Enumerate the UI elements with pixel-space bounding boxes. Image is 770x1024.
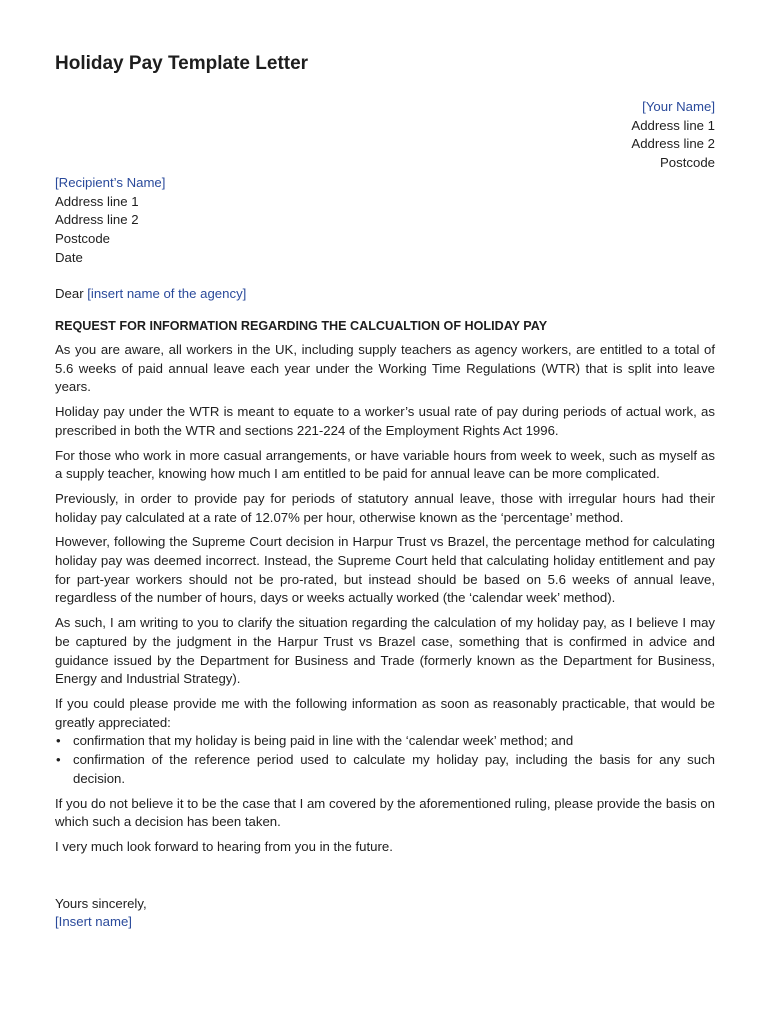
- salutation-prefix: Dear: [55, 286, 88, 302]
- recipient-address-line-1: Address line 1: [55, 193, 139, 209]
- list-item-text: confirmation that my holiday is being paid in line with the ‘calendar week’ method; and: [73, 733, 574, 749]
- paragraph: If you could please provide me with the following information as soon as reasonably practicable, that would be greatly appreciated:: [55, 695, 715, 730]
- sender-address: [55, 98, 715, 173]
- list-item: [56, 732, 715, 751]
- request-list: [55, 732, 715, 788]
- sender-address-line-1: Address line 1: [631, 117, 715, 133]
- paragraph: I very much look forward to hearing from you in the future.: [55, 838, 393, 854]
- salutation: [55, 285, 715, 304]
- recipient-address-line-2: Address line 2: [55, 212, 139, 228]
- list-item: [56, 751, 715, 788]
- paragraph: However, following the Supreme Court decision in Harpur Trust vs Brazel, the percentage method for calculating holiday pay was deemed incorrect. Instead, the Supreme Court held that calculating holiday entitlement and pay for part-year workers should not be pro-rated, but instead should be based on 5.6 weeks of annual leave, regardless of the number of hours, days or weeks actually worked (the ‘calendar week’ method).: [55, 534, 715, 606]
- sender-address-line-2: Address line 2: [631, 136, 715, 152]
- agency-name-placeholder: [insert name of the agency]: [87, 286, 247, 302]
- recipient-name: [Recipient’s Name]: [55, 174, 166, 190]
- bullet-icon: •: [56, 752, 61, 768]
- paragraph: As you are aware, all workers in the UK, including supply teachers as agency workers, are entitled to a total of 5.6 weeks of paid annual leave each year under the Working Time Regulations (WTR) that is split into leave years.: [55, 342, 715, 395]
- subject-line: REQUEST FOR INFORMATION REGARDING THE CALCUALTION OF HOLIDAY PAY: [55, 319, 548, 334]
- recipient-postcode: Postcode: [55, 230, 110, 246]
- page-title: Holiday Pay Template Letter: [55, 53, 309, 74]
- paragraph: Holiday pay under the WTR is meant to equate to a worker’s usual rate of pay during periods of actual work, as prescribed in both the WTR and sections 221-224 of the Employment Rights Act 1996.: [55, 404, 715, 438]
- letter-date: Date: [55, 249, 83, 265]
- bullet-icon: •: [56, 733, 61, 749]
- paragraph: If you do not believe it to be the case that I am covered by the aforementioned ruling, please provide the basis on which such a decision has been taken.: [55, 795, 715, 830]
- sender-postcode: Postcode: [660, 155, 715, 171]
- signoff: Yours sincerely,: [55, 895, 147, 911]
- list-item-text: confirmation of the reference period used to calculate my holiday pay, including the basis for any such decision.: [73, 752, 715, 786]
- sender-name: [Your Name]: [642, 99, 715, 114]
- recipient-address: [55, 174, 715, 268]
- letter-page: [55, 52, 715, 932]
- paragraph: For those who work in more casual arrangements, or have variable hours from week to week, such as myself as a supply teacher, knowing how much I am entitled to be paid for annual leave can be more complicated.: [55, 447, 715, 482]
- closing: [55, 895, 715, 932]
- signatory-name-placeholder: [Insert name]: [55, 914, 132, 930]
- paragraph: Previously, in order to provide pay for periods of statutory annual leave, those with irregular hours had their holiday pay calculated at a rate of 12.07% per hour, otherwise known as the ‘percentage’ method.: [55, 490, 715, 525]
- paragraph: As such, I am writing to you to clarify the situation regarding the calculation of my holiday pay, as I believe I may be captured by the judgment in the Harpur Trust vs Brazel case, something that is confirmed in advice and guidance issued by the Department for Business and Trade (formerly known as the Department for Business, Energy and Industrial Strategy).: [55, 615, 715, 687]
